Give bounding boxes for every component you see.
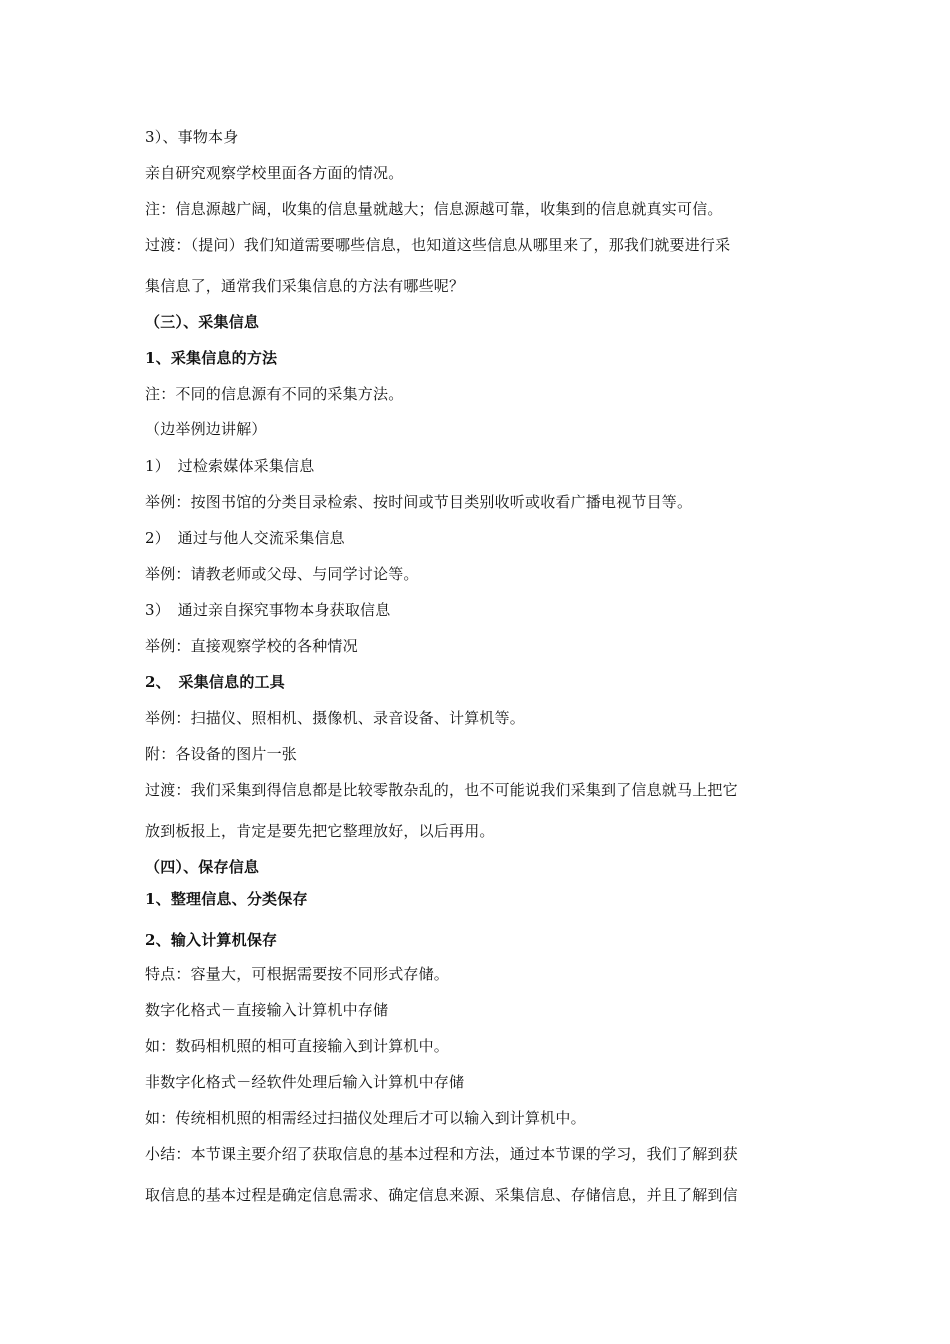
text-line: 附：各设备的图片一张 (145, 745, 298, 763)
text-line: 非数字化格式－经软件处理后输入计算机中存储 (145, 1073, 465, 1091)
text-line: 小结：本节课主要介绍了获取信息的基本过程和方法，通过本节课的学习，我们了解到获 (145, 1145, 738, 1163)
text-line: 如：数码相机照的相可直接输入到计算机中。 (145, 1037, 450, 1055)
text-line: 过渡：我们采集到得信息都是比较零散杂乱的，也不可能说我们采集到了信息就马上把它 (145, 781, 738, 799)
text-line: 特点：容量大，可根据需要按不同形式存储。 (145, 965, 450, 983)
list-item: 1） 过检索媒体采集信息 (145, 457, 315, 475)
text-line: 注：信息源越广阔，收集的信息量就越大；信息源越可靠，收集到的信息就真实可信。 (145, 200, 723, 218)
list-item: 2） 通过与他人交流采集信息 (145, 529, 345, 547)
text-line: 放到板报上，肯定是要先把它整理放好，以后再用。 (145, 822, 495, 840)
text-line: 3）、事物本身 (145, 128, 239, 146)
subsection-heading: 2、输入计算机保存 (145, 931, 278, 949)
subsection-heading: 1、采集信息的方法 (145, 349, 278, 367)
text-line: 数字化格式－直接输入计算机中存储 (145, 1001, 389, 1019)
text-line: 如：传统相机照的相需经过扫描仪处理后才可以输入到计算机中。 (145, 1109, 586, 1127)
text-line: 过渡：（提问）我们知道需要哪些信息，也知道这些信息从哪里来了，那我们就要进行采 (145, 236, 731, 254)
text-line: 举例：按图书馆的分类目录检索、按时间或节目类别收听或收看广播电视节目等。 (145, 493, 693, 511)
text-line: 取信息的基本过程是确定信息需求、确定信息来源、采集信息、存储信息，并且了解到信 (145, 1186, 738, 1204)
section-heading: （四）、保存信息 (145, 858, 260, 876)
text-line: 举例：请教老师或父母、与同学讨论等。 (145, 565, 419, 583)
text-line: （边举例边讲解） (145, 420, 267, 438)
section-heading: （三）、采集信息 (145, 313, 260, 331)
subsection-heading: 1、整理信息、分类保存 (145, 890, 308, 908)
text-line: 亲自研究观察学校里面各方面的情况。 (145, 164, 404, 182)
list-item: 3） 通过亲自探究事物本身获取信息 (145, 601, 391, 619)
text-line: 注：不同的信息源有不同的采集方法。 (145, 385, 404, 403)
text-line: 举例：直接观察学校的各种情况 (145, 637, 358, 655)
subsection-heading: 2、 采集信息的工具 (145, 673, 285, 691)
text-line: 集信息了，通常我们采集信息的方法有哪些呢？ (145, 277, 465, 295)
text-line: 举例：扫描仪、照相机、摄像机、录音设备、计算机等。 (145, 709, 526, 727)
